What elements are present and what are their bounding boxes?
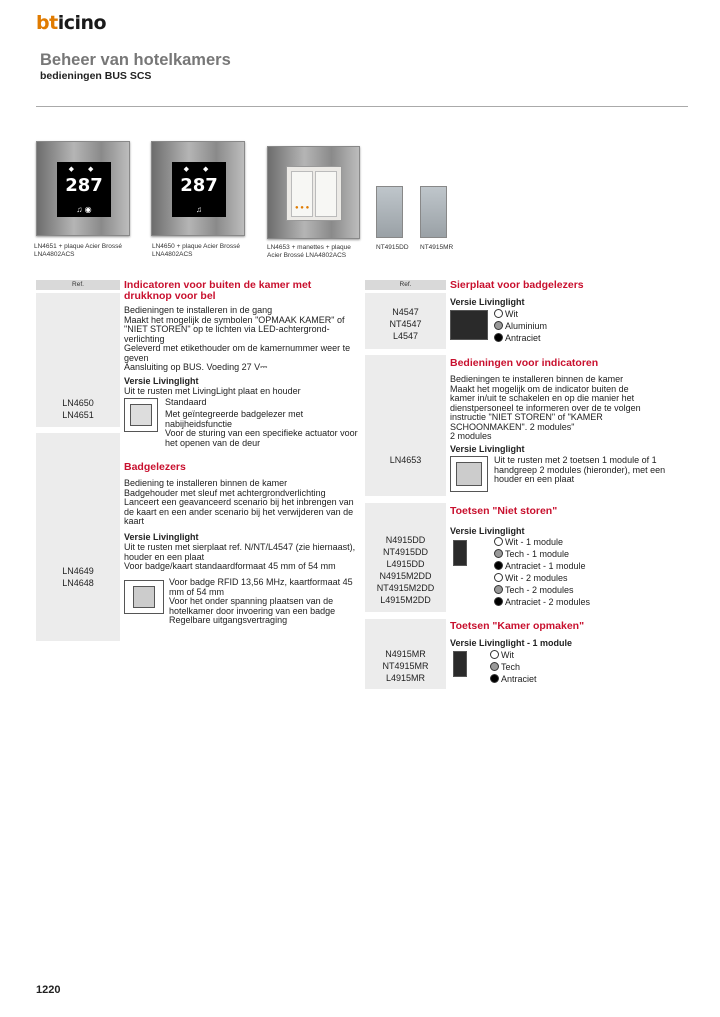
- ref-cell-right-2: [365, 355, 446, 496]
- option-mr-antraciet: Antraciet: [490, 674, 537, 685]
- caption-img1: LN4651 + plaque Acier Brossé LNA4802ACS: [34, 243, 122, 258]
- page-number: 1220: [36, 984, 61, 996]
- badgelezer-items: Voor badge RFID 13,56 MHz, kaartformaat 45 mm of 54 mm Voor het onder spanning plaatsen van de hotelkamer door invoering van een badge Regelbare uitgangsvertraging: [169, 577, 353, 625]
- caption-img5: NT4915MR: [420, 244, 454, 251]
- option-aluminium: Aluminium: [494, 321, 547, 332]
- caption-img4: NT4915DD: [376, 244, 409, 251]
- ref-cell-left-2: [36, 433, 120, 641]
- option-wit: Wit: [494, 309, 518, 320]
- page-title: Beheer van hotelkamers: [40, 51, 231, 69]
- option-antraciet: Antraciet: [494, 333, 541, 344]
- versie-label-2: Versie Livinglight: [124, 532, 199, 542]
- ref-n4547: N4547: [392, 307, 419, 317]
- versie-text-2: Uit te rusten met sierplaat ref. N/NT/L4547 (zie hiernaast), houder en een plaat Voor badge/kaart standaardformaat 45 mm of 54 mm: [124, 542, 356, 571]
- color-swatch-icon: [494, 585, 503, 594]
- ref-nt4915mr: NT4915MR: [382, 661, 429, 671]
- product-image-ln4651: ◆ ◆ 287 ♫ ◉: [36, 141, 130, 236]
- ref-ln4651: LN4651: [62, 410, 94, 420]
- versie-label-kamer-opmaken: Versie Livinglight - 1 module: [450, 638, 573, 648]
- section-title-sierplaat: Sierplaat voor badgelezers: [450, 279, 584, 291]
- option-tech-1: Tech - 1 module: [494, 549, 569, 560]
- section-title-bedieningen: Bedieningen voor indicatoren: [450, 357, 599, 369]
- item-badgelezer: Met geïntegreerde badgelezer met nabijheidsfunctie Voor de sturing van een specifieke actuator voor het openen van de deur: [165, 409, 358, 448]
- option-antraciet-1: Antraciet - 1 module: [494, 561, 586, 572]
- ref-nt4547: NT4547: [389, 319, 422, 329]
- section-body-badgelezers: Bediening te installeren binnen de kamer Badgehouder met sleuf met achtergrondverlichting Lanceert een geavanceerd scenario bij het inbrengen van de kaart en een ander scenario bij het verwijderen van de kaart: [124, 478, 354, 526]
- color-swatch-icon: [494, 537, 503, 546]
- product-image-ln4653: ● ● ●: [267, 146, 360, 239]
- ref-ln4648: LN4648: [62, 578, 94, 588]
- section-body-bedieningen: Bedieningen te installeren binnen de kamer Maakt het mogelijk om de indicator buiten de kamer in/uit te schakelen en op die manier het dienstpersoneel te informeren over de te volgen instructie "NIET STOREN" of "KAMER SCHOONMAKEN". 2 modules" 2 modules: [450, 374, 641, 441]
- color-swatch-icon: [490, 662, 499, 671]
- versie-label-niet-storen: Versie Livinglight: [450, 526, 525, 536]
- ref-nt4915dd: NT4915DD: [382, 547, 429, 557]
- color-swatch-icon: [494, 333, 503, 342]
- ref-ln4649: LN4649: [62, 566, 94, 576]
- caption-img3: LN4653 + manettes + plaque Acier Brossé LNA4802ACS: [267, 244, 351, 259]
- ref-header-right: Ref.: [365, 280, 446, 290]
- ref-header-left: Ref.: [36, 280, 120, 290]
- option-mr-tech: Tech: [490, 662, 520, 673]
- item-ln4653: Uit te rusten met 2 toetsen 1 module of 1 handgreep 2 modules (hieronder), met een houder en een plaat: [494, 455, 666, 484]
- thumb-ln4649: [124, 580, 164, 614]
- color-swatch-icon: [494, 321, 503, 330]
- item-standaard: Standaard: [165, 397, 207, 407]
- ref-n4915mr: N4915MR: [385, 649, 426, 659]
- product-image-ln4650: ◆ ◆ 287 ♫: [151, 141, 245, 236]
- caption-img2: LN4650 + plaque Acier Brossé LNA4802ACS: [152, 243, 240, 258]
- option-wit-2: Wit - 2 modules: [494, 573, 568, 584]
- header-divider: [36, 106, 688, 107]
- ref-ln4653: LN4653: [389, 455, 422, 465]
- option-wit-1: Wit - 1 module: [494, 537, 563, 548]
- option-antraciet-2: Antraciet - 2 modules: [494, 597, 590, 608]
- section-title-badgelezers: Badgelezers: [124, 461, 186, 473]
- color-swatch-icon: [494, 597, 503, 606]
- product-image-nt4915dd: [376, 186, 403, 238]
- versie-label-1: Versie Livinglight: [124, 376, 199, 386]
- section-title-kamer-opmaken: Toetsen "Kamer opmaken": [450, 620, 585, 632]
- color-swatch-icon: [494, 561, 503, 570]
- versie-label-sierplaat: Versie Livinglight: [450, 297, 525, 307]
- option-mr-wit: Wit: [490, 650, 514, 661]
- ref-l4547: L4547: [392, 331, 419, 341]
- ref-n4915dd: N4915DD: [385, 535, 426, 545]
- versie-label-bedieningen: Versie Livinglight: [450, 444, 525, 454]
- thumb-niet-storen: [453, 540, 467, 566]
- section-title-niet-storen: Toetsen "Niet storen": [450, 505, 558, 517]
- brand-logo: bticino: [36, 12, 107, 34]
- section-title-indicatoren: Indicatoren voor buiten de kamer met drukknop voor bel: [124, 279, 312, 302]
- option-tech-2: Tech - 2 modules: [494, 585, 574, 596]
- color-swatch-icon: [494, 309, 503, 318]
- thumb-kamer-opmaken: [453, 651, 467, 677]
- color-swatch-icon: [494, 549, 503, 558]
- thumb-ln4653: [450, 456, 488, 492]
- thumb-sierplaat: [450, 310, 488, 340]
- thumb-ln4650: [124, 398, 158, 432]
- ref-nt4915m2dd: NT4915M2DD: [376, 583, 435, 593]
- ref-l4915mr: L4915MR: [385, 673, 426, 683]
- color-swatch-icon: [490, 674, 499, 683]
- section-body-indicatoren: Bedieningen te installeren in de gang Maakt het mogelijk de symbolen "OPMAAK KAMER" of "NIET STOREN" op te lichten via LED-achtergrond-verlichting Geleverd met etikethouder om de kamernummer weer te geven Aansluiting op BUS. Voeding 27 V⎓: [124, 305, 351, 372]
- versie-text-1: Uit te rusten met LivingLight plaat en houder: [124, 386, 301, 396]
- color-swatch-icon: [494, 573, 503, 582]
- page-subtitle: bedieningen BUS SCS: [40, 70, 152, 82]
- color-swatch-icon: [490, 650, 499, 659]
- ref-ln4650: LN4650: [62, 398, 94, 408]
- ref-l4915dd: L4915DD: [386, 559, 425, 569]
- ref-n4915m2dd: N4915M2DD: [379, 571, 432, 581]
- ref-l4915m2dd: L4915M2DD: [380, 595, 431, 605]
- product-image-nt4915mr: [420, 186, 447, 238]
